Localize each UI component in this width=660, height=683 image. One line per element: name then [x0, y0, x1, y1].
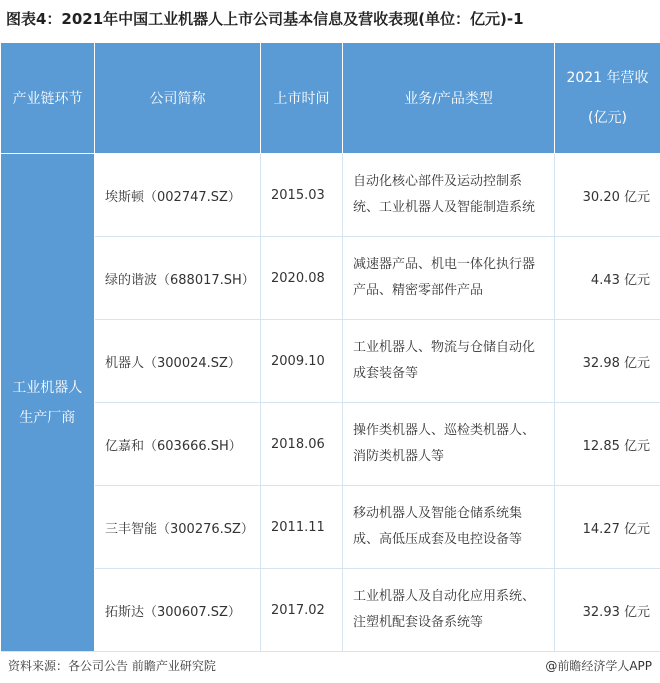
header-listed: 上市时间	[261, 43, 343, 154]
business-line1: 工业机器人、物流与仓储自动化	[353, 340, 536, 355]
header-revenue-line1: 2021 年营收	[566, 70, 649, 86]
header-revenue	[555, 43, 660, 154]
table-row	[1, 486, 660, 569]
business-line2: 统、工业机器人及智能制造系统	[353, 200, 536, 215]
business-cell	[343, 320, 555, 403]
business-line1: 减速器产品、机电一体化执行器	[353, 257, 536, 272]
company-cell: 埃斯顿（002747.SZ）	[95, 154, 261, 237]
business-cell	[343, 486, 555, 569]
company-table	[0, 42, 660, 652]
business-line1: 操作类机器人、巡检类机器人、	[353, 423, 536, 438]
company-cell: 拓斯达（300607.SZ）	[95, 569, 261, 652]
header-company: 公司简称	[95, 43, 261, 154]
business-line2: 成、高低压成套及电控设备等	[353, 532, 523, 547]
table-row	[1, 403, 660, 486]
revenue-cell: 4.43 亿元	[555, 237, 660, 320]
listed-cell: 2017.02	[261, 569, 343, 652]
company-cell: 机器人（300024.SZ）	[95, 320, 261, 403]
chain-label-line2: 生产厂商	[19, 409, 76, 426]
business-line1: 自动化核心部件及运动控制系	[353, 174, 523, 189]
listed-cell: 2011.11	[261, 486, 343, 569]
company-cell: 绿的谐波（688017.SH）	[95, 237, 261, 320]
business-line2: 注塑机配套设备系统等	[353, 615, 484, 630]
revenue-cell: 12.85 亿元	[555, 403, 660, 486]
revenue-cell: 32.98 亿元	[555, 320, 660, 403]
revenue-cell: 14.27 亿元	[555, 486, 660, 569]
table-row	[1, 154, 660, 237]
business-line1: 工业机器人及自动化应用系统、	[353, 589, 536, 604]
figure-title: 图表4：2021年中国工业机器人上市公司基本信息及营收表现(单位：亿元)-1	[6, 10, 524, 28]
header-chain: 产业链环节	[1, 43, 95, 154]
source-note: 资料来源：各公司公告 前瞻产业研究院	[8, 659, 216, 673]
business-line2: 消防类机器人等	[353, 449, 445, 464]
business-line1: 移动机器人及智能仓储系统集	[353, 506, 523, 521]
business-cell	[343, 403, 555, 486]
listed-cell: 2018.06	[261, 403, 343, 486]
table-row	[1, 569, 660, 652]
table-row	[1, 237, 660, 320]
listed-cell: 2020.08	[261, 237, 343, 320]
revenue-cell: 30.20 亿元	[555, 154, 660, 237]
business-line2: 成套装备等	[353, 366, 419, 381]
chain-label-line1: 工业机器人	[12, 379, 83, 396]
header-business: 业务/产品类型	[343, 43, 555, 154]
business-cell	[343, 237, 555, 320]
listed-cell: 2015.03	[261, 154, 343, 237]
listed-cell: 2009.10	[261, 320, 343, 403]
brand-credit: @前瞻经济学人APP	[545, 659, 652, 673]
company-cell: 三丰智能（300276.SZ）	[95, 486, 261, 569]
business-cell	[343, 569, 555, 652]
table-header-row	[1, 43, 660, 154]
business-line2: 产品、精密零部件产品	[353, 283, 484, 298]
business-cell	[343, 154, 555, 237]
company-cell: 亿嘉和（603666.SH）	[95, 403, 261, 486]
revenue-cell: 32.93 亿元	[555, 569, 660, 652]
table-row	[1, 320, 660, 403]
header-revenue-line2: (亿元)	[588, 110, 627, 126]
chain-cell	[1, 154, 95, 652]
